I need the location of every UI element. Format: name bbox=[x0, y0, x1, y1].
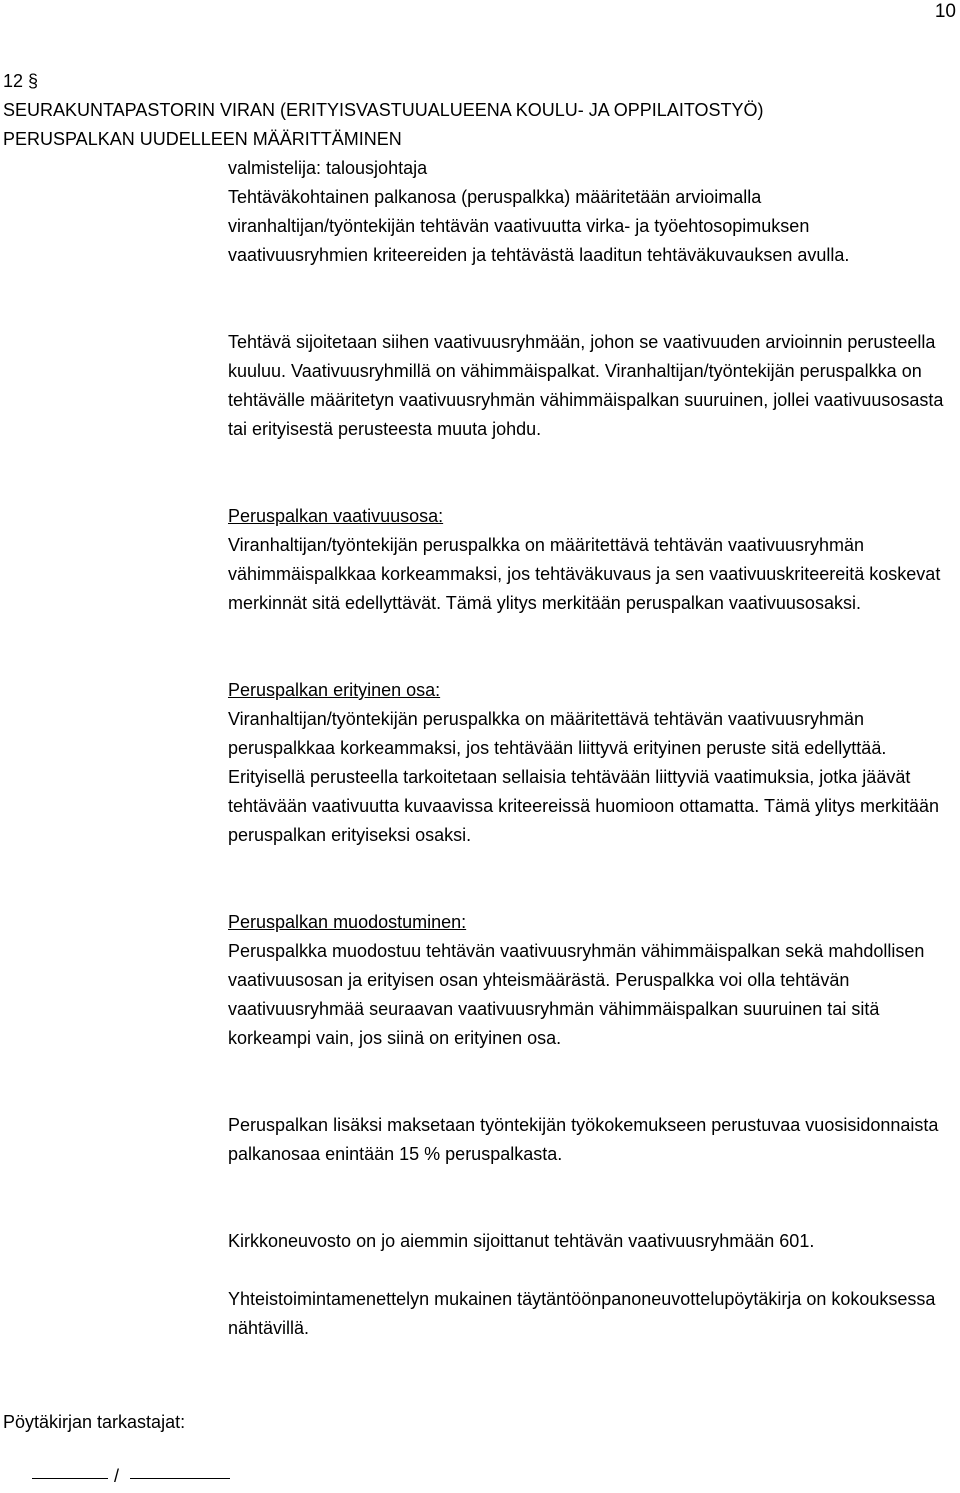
decision-text: Kirkkoneuvosto on jo aiemmin sijoittanut tehtävän vaativuusryhmään 601. bbox=[228, 1231, 815, 1251]
signature-separator: / bbox=[114, 1466, 120, 1486]
erityinen-osa-heading: Peruspalkan erityinen osa: bbox=[228, 680, 441, 700]
muodostuminen-heading: Peruspalkan muodostuminen: bbox=[228, 912, 467, 932]
signature-line-2 bbox=[130, 1478, 230, 1479]
signature-line-1 bbox=[32, 1478, 108, 1479]
experience-text: Peruspalkan lisäksi maksetaan työntekijän työkokemukseen perustuvaa vuosisidonnaista palkanosaa enintään 15 % peruspalkasta. bbox=[228, 1115, 939, 1164]
decision-paragraph bbox=[228, 1227, 952, 1256]
signatures-label: Pöytäkirjan tarkastajat: bbox=[3, 1412, 186, 1432]
placement-paragraph bbox=[228, 328, 952, 444]
section-number: 12 § bbox=[3, 71, 39, 91]
erityinen-osa-section bbox=[228, 676, 952, 850]
muodostuminen-text: Peruspalkka muodostuu tehtävän vaativuusryhmän vähimmäispalkan sekä mahdollisen vaativuusosan ja erityisen osan yhteismäärästä. Peruspalkka voi olla tehtävän vaativuusryhmää seuraavan vaativuusryhmän vähimmäispalkan suuruinen tai sitä korkeampi vain, jos siinä on erityinen osa. bbox=[228, 941, 925, 1048]
intro-paragraph bbox=[228, 183, 952, 270]
page-number: 10 bbox=[934, 1, 956, 22]
vaativuusosa-text: Viranhaltijan/työntekijän peruspalkka on määritettävä tehtävän vaativuusryhmän vähimmäispalkkaa korkeammaksi, jos tehtäväkuvaus ja sen vaativuuskriteereitä koskevat merkinnät sitä edellyttävät. Tämä ylitys merkitään peruspalkan vaativuusosaksi. bbox=[228, 535, 941, 613]
cooperation-text: Yhteistoimintamenettelyn mukainen täytäntöönpanoneuvottelupöytäkirja on kokouksessa nähtävillä. bbox=[228, 1289, 936, 1338]
section-title-line-2: PERUSPALKAN UUDELLEEN MÄÄRITTÄMINEN bbox=[3, 129, 402, 149]
placement-text: Tehtävä sijoitetaan siihen vaativuusryhmään, johon se vaativuuden arvioinnin perusteella kuuluu. Vaativuusryhmillä on vähimmäispalkat. Viranhaltijan/työntekijän peruspalkka on tehtävälle määritetyn vaativuusryhmän vähimmäispalkan suuruinen, jollei vaativuusosasta tai erityisestä perusteesta muuta johdu. bbox=[228, 332, 944, 439]
experience-paragraph bbox=[228, 1111, 952, 1169]
vaativuusosa-heading: Peruspalkan vaativuusosa: bbox=[228, 506, 444, 526]
muodostuminen-section bbox=[228, 908, 952, 1053]
cooperation-paragraph bbox=[228, 1285, 952, 1343]
erityinen-osa-text: Viranhaltijan/työntekijän peruspalkka on määritettävä tehtävän vaativuusryhmän peruspalkkaa korkeammaksi, jos tehtävään liittyvä erityinen peruste sitä edellyttää. Erityisellä perusteella tarkoitetaan sellaisia tehtävään liittyviä vaatimuksia, jotka jäävät tehtävään vaativuutta kuvaavissa kriteereissä huomioon ottamatta. Tämä ylitys merkitään peruspalkan erityiseksi osaksi. bbox=[228, 709, 940, 845]
preparer: valmistelija: talousjohtaja bbox=[228, 158, 428, 178]
section-title-line-1: SEURAKUNTAPASTORIN VIRAN (ERITYISVASTUUALUEENA KOULU- JA OPPILAITOSTYÖ) bbox=[3, 100, 764, 120]
intro-text: Tehtäväkohtainen palkanosa (peruspalkka) määritetään arvioimalla viranhaltijan/työntekijän tehtävän vaativuutta virka- ja työehtosopimuksen vaativuusryhmien kriteereiden ja tehtävästä laaditun tehtäväkuvauksen avulla. bbox=[228, 187, 850, 265]
vaativuusosa-section bbox=[228, 502, 952, 618]
